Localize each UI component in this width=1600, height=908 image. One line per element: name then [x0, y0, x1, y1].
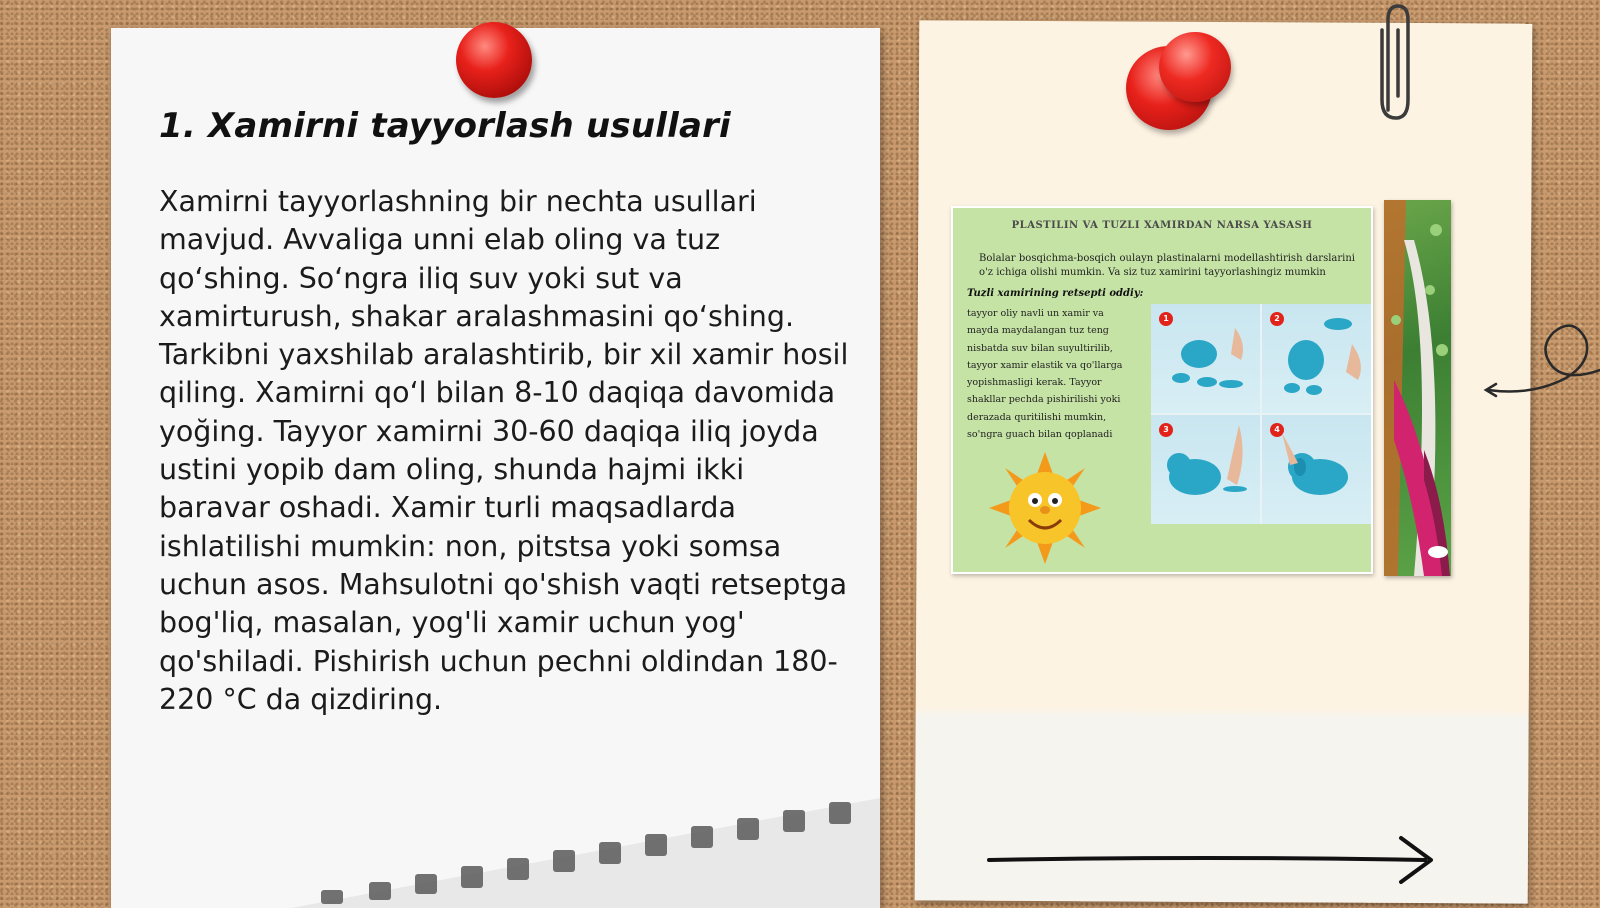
paper-clip-icon [1376, 0, 1416, 124]
step-photos-grid [1151, 304, 1371, 524]
book-cover-image [1384, 200, 1451, 576]
book-recipe-text: tayyor oliy navli un xamir va mayda maydalangan tuz teng nisbatda suv bilan suyultirilib, tayyor xamir elastik va qo'llarga yopishmasligi kerak. Tayyor shakllar pechda pishirilishi yoki derazada quritilishi mumkin, so'ngra guach bilan qoplanadi [967, 308, 1123, 441]
book-title: PLASTILIN VA TUZLI XAMIRDAN NARSA YASASH [1011, 220, 1313, 231]
push-pin-icon [1159, 32, 1231, 102]
step-photo [1151, 304, 1260, 413]
swirl-arrow-icon [1482, 312, 1600, 408]
push-pin-icon [456, 22, 532, 98]
step-number: 4 [1270, 423, 1284, 437]
slide-title: 1. Xamirni tayyorlash usullari [159, 106, 731, 146]
body-text: Xamirni tayyorlashning bir nechta usullari mavjud. Avvaliga unni elab oling va tuz qo‘shing. So‘ngra iliq suv yoki sut va xamirturush, shakar aralashmasini qo‘shing. Tarkibni yaxshilab aralashtirib, bir xil xamir hosil qiling. Xamirni qo‘l bilan 8-10 daqiqa davomida yoğing. Tayyor xamirni 30-60 daqiqa iliq joyda ustini yopib dam oling, shunda hajmi ikki baravar oshadi. Xamir turli maqsadlarda ishlatilishi mumkin: non, pitstsa yoki somsa uchun asos. Mahsulotni qo'shish vaqti retseptga bog'liq, masalan, yog'li xamir uchun yog' qo'shiladi. Pishirish uchun pechni oldindan 180-220 °C da qizdiring. [159, 185, 849, 716]
step-number: 1 [1159, 312, 1173, 326]
step-photo [1151, 415, 1260, 524]
step-number: 3 [1159, 423, 1173, 437]
step-number: 2 [1270, 312, 1284, 326]
step-photo [1262, 415, 1371, 524]
book-recipe-heading: Tuzli xamirining retsepti oddiy: [967, 288, 1144, 299]
sun-figurine-image [989, 452, 1101, 564]
book-page-image [951, 206, 1373, 574]
step-photo [1262, 304, 1371, 413]
book-intro: Bolalar bosqichma-bosqich oulayn plastinalarni modellashtirish darslarini o'z ichiga olishi mumkin. Va siz tuz xamirini tayyorlashingiz mumkin [979, 253, 1355, 278]
torn-edge-decoration [111, 798, 880, 908]
arrow-right-icon [985, 830, 1445, 890]
left-note-card [111, 28, 880, 908]
